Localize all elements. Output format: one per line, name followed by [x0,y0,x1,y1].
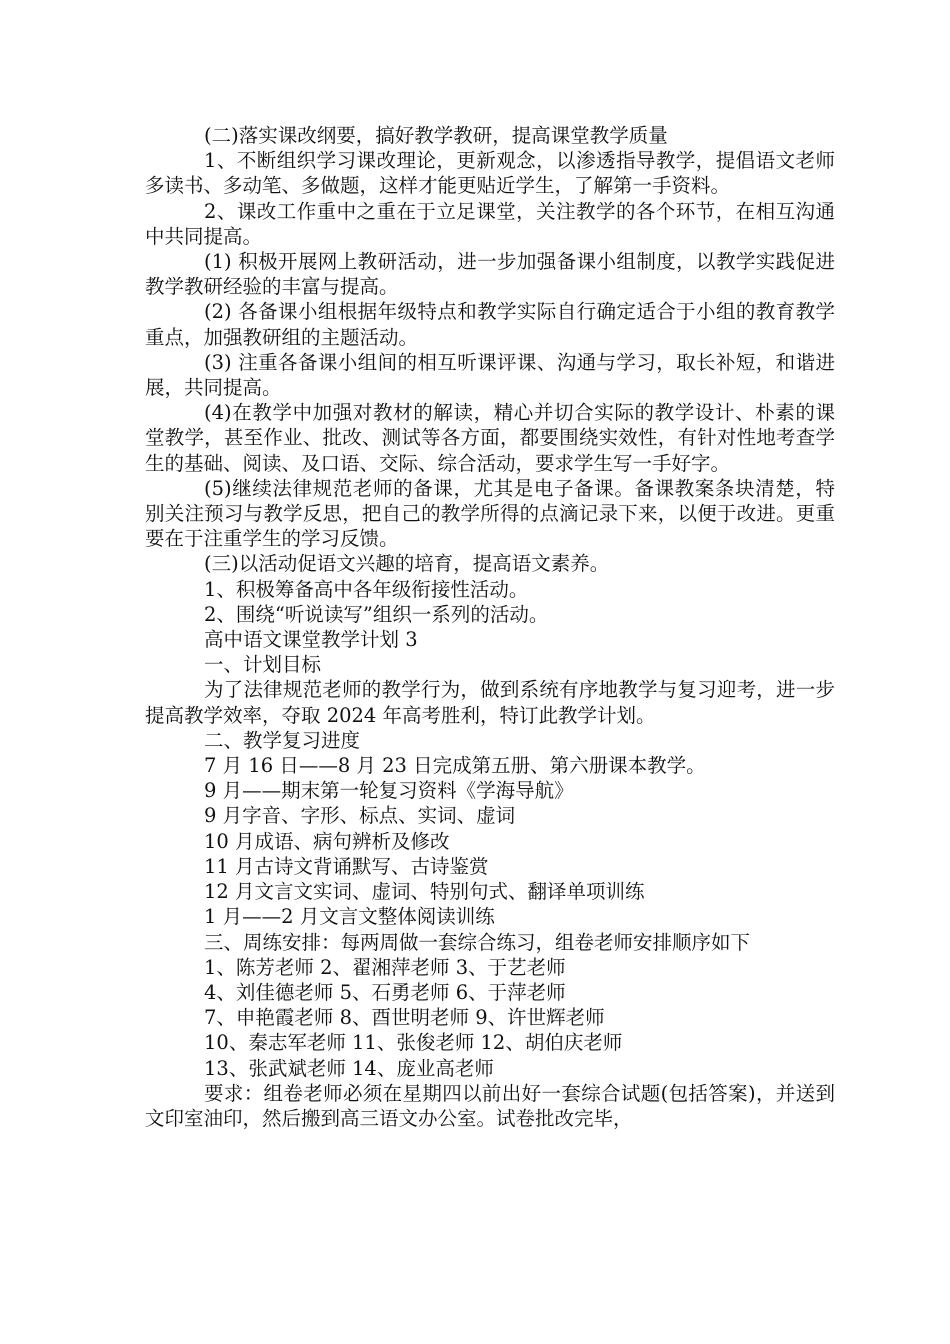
schedule-item: 11 月古诗文背诵默写、古诗鉴赏 [204,854,489,878]
paragraph: 2、围绕“听说读写”组织一系列的活动。 [204,602,549,626]
paragraph: 为了法律规范老师的教学行为，做到系统有序地教学与复习迎考，进一步提高教学效率，夺取 2024 年高考胜利，特订此教学计划。 [145,678,835,727]
paragraph: (1) 积极开展网上教研活动，进一步加强备课小组制度，以教学实践促进教学教研经验的丰富与提高。 [145,250,835,299]
teacher-list-item: 10、秦志军老师 11、张俊老师 12、胡伯庆老师 [204,1031,623,1055]
document-body [145,123,835,1131]
section-heading: 一、计划目标 [204,653,322,677]
paragraph: 1、不断组织学习课改理论，更新观念，以渗透指导教学，提倡语文老师多读书、多动笔、多做题，这样才能更贴近学生，了解第一手资料。 [145,149,835,198]
schedule-item: 1 月——2 月文言文整体阅读训练 [204,905,495,929]
paragraph: (2) 各备课小组根据年级特点和教学实际自行确定适合于小组的教育教学重点，加强教研组的主题活动。 [145,300,835,349]
paragraph: 要求：组卷老师必须在星期四以前出好一套综合试题(包括答案)，并送到文印室油印，然后搬到高三语文办公室。试卷批改完毕， [145,1081,835,1130]
paragraph: (4)在教学中加强对教材的解读，精心并切合实际的教学设计、朴素的课堂教学，甚至作业、批改、测试等各方面，都要围绕实效性，有针对性地考查学生的基础、阅读、及口语、交际、综合活动，要求学生写一手好字。 [145,401,835,475]
schedule-item: 9 月——期末第一轮复习资料《学海导航》 [204,779,574,803]
schedule-item: 10 月成语、病句辨析及修改 [204,829,450,853]
schedule-item: 9 月字音、字形、标点、实词、虚词 [204,804,516,828]
paragraph: (5)继续法律规范老师的备课，尤其是电子备课。备课教案条块清楚，特别关注预习与教学反思，把自己的教学所得的点滴记录下来，以便于改进。更重要在于注重学生的学习反馈。 [145,476,835,551]
document-title: 高中语文课堂教学计划 3 [204,628,418,652]
schedule-item: 12 月文言文实词、虚词、特别句式、翻译单项训练 [204,880,645,904]
paragraph: 1、积极筹备高中各年级衔接性活动。 [204,577,529,601]
section-heading: (三)以活动促语文兴趣的培育，提高语文素养。 [204,552,610,576]
paragraph: (3) 注重各备课小组间的相互听课评课、沟通与学习，取长补短，和谐进展，共同提高。 [145,350,835,400]
paragraph: 2、课改工作重中之重在于立足课堂，关注教学的各个环节，在相互沟通中共同提高。 [145,199,835,248]
section-heading: (二)落实课改纲要，搞好教学教研，提高课堂教学质量 [204,124,668,147]
teacher-list-item: 7、申艳霞老师 8、酉世明老师 9、许世辉老师 [204,1006,605,1030]
teacher-list-item: 4、刘佳德老师 5、石勇老师 6、于萍老师 [204,980,566,1004]
teacher-list-item: 13、张武斌老师 14、庞业高老师 [204,1056,494,1080]
section-heading: 二、教学复习进度 [204,728,361,752]
teacher-list-item: 1、陈芳老师 2、翟湘萍老师 3、于艺老师 [204,955,566,979]
schedule-item: 7 月 16 日——8 月 23 日完成第五册、第六册课本教学。 [204,754,706,778]
section-heading: 三、周练安排：每两周做一套综合练习，组卷老师安排顺序如下 [204,930,751,954]
